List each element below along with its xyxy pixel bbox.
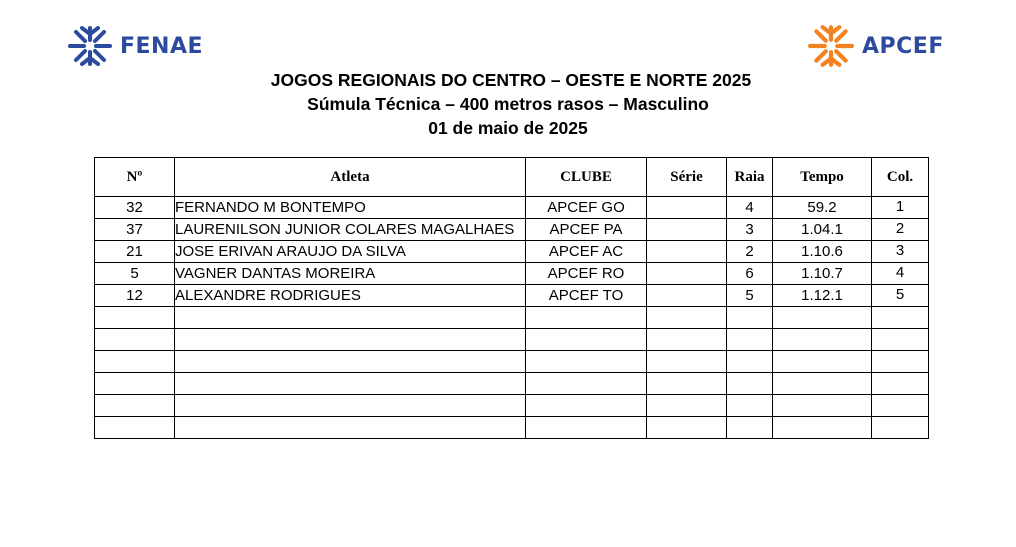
cell-place: 2: [872, 219, 929, 241]
table-row: [95, 307, 929, 329]
table-row: [95, 285, 929, 307]
cell-time: [773, 351, 872, 373]
cell-time: 59.2: [773, 197, 872, 219]
cell-lane: [727, 417, 773, 439]
table-row: [95, 197, 929, 219]
cell-club: [526, 307, 647, 329]
cell-club: [526, 351, 647, 373]
cell-place: 1: [872, 197, 929, 219]
apcef-logo-text: APCEF: [862, 33, 944, 59]
cell-place: [872, 395, 929, 417]
cell-series: [647, 329, 727, 351]
cell-athlete: JOSE ERIVAN ARAUJO DA SILVA: [175, 241, 526, 263]
table-row: [95, 219, 929, 241]
cell-time: [773, 373, 872, 395]
cell-time: 1.10.6: [773, 241, 872, 263]
cell-lane: 6: [727, 263, 773, 285]
cell-series: [647, 197, 727, 219]
cell-place: [872, 307, 929, 329]
table-row: [95, 373, 929, 395]
cell-lane: [727, 373, 773, 395]
cell-lane: [727, 351, 773, 373]
event-title: JOGOS REGIONAIS DO CENTRO – OESTE E NORTE 2025: [270, 70, 752, 90]
cell-lane: [727, 329, 773, 351]
apcef-logo: [808, 25, 944, 67]
cell-number: [95, 329, 175, 351]
cell-series: [647, 417, 727, 439]
column-header-place: Col.: [872, 158, 929, 197]
cell-number: [95, 373, 175, 395]
results-table: [94, 157, 929, 439]
document-header: [0, 68, 1016, 140]
cell-club: [526, 395, 647, 417]
cell-athlete: [175, 329, 526, 351]
table-row: [95, 395, 929, 417]
cell-athlete: [175, 351, 526, 373]
cell-club: APCEF AC: [526, 241, 647, 263]
cell-number: 21: [95, 241, 175, 263]
table-row: [95, 417, 929, 439]
event-subtitle: Súmula Técnica – 400 metros rasos – Masculino: [307, 94, 709, 114]
table-row: [95, 329, 929, 351]
cell-place: 4: [872, 263, 929, 285]
cell-club: [526, 373, 647, 395]
cell-lane: 5: [727, 285, 773, 307]
cell-athlete: [175, 373, 526, 395]
cell-athlete: LAURENILSON JUNIOR COLARES MAGALHAES: [175, 219, 526, 241]
table-row: [95, 263, 929, 285]
table-row: [95, 351, 929, 373]
cell-club: APCEF PA: [526, 219, 647, 241]
fenae-logo: [68, 26, 203, 66]
cell-series: [647, 285, 727, 307]
cell-lane: [727, 395, 773, 417]
table-header-row: [95, 158, 929, 197]
cell-lane: 4: [727, 197, 773, 219]
column-header-athlete: Atleta: [175, 158, 526, 197]
cell-athlete: FERNANDO M BONTEMPO: [175, 197, 526, 219]
cell-place: [872, 329, 929, 351]
cell-number: 32: [95, 197, 175, 219]
column-header-club: CLUBE: [526, 158, 647, 197]
snowflake-logo-icon: [808, 25, 854, 67]
column-header-series: Série: [647, 158, 727, 197]
cell-series: [647, 241, 727, 263]
column-header-number: Nº: [95, 158, 175, 197]
cell-place: [872, 417, 929, 439]
cell-number: 5: [95, 263, 175, 285]
cell-time: [773, 329, 872, 351]
cell-time: 1.04.1: [773, 219, 872, 241]
cell-series: [647, 351, 727, 373]
cell-number: 12: [95, 285, 175, 307]
cell-number: [95, 417, 175, 439]
column-header-time: Tempo: [773, 158, 872, 197]
cell-time: [773, 307, 872, 329]
cell-club: APCEF GO: [526, 197, 647, 219]
cell-time: [773, 417, 872, 439]
cell-place: [872, 373, 929, 395]
cell-number: [95, 351, 175, 373]
cell-number: [95, 395, 175, 417]
event-date: 01 de maio de 2025: [428, 118, 588, 138]
fenae-logo-text: FENAE: [120, 33, 204, 59]
cell-series: [647, 395, 727, 417]
cell-lane: [727, 307, 773, 329]
cell-time: 1.10.7: [773, 263, 872, 285]
table-row: [95, 241, 929, 263]
cell-series: [647, 307, 727, 329]
cell-athlete: [175, 307, 526, 329]
cell-club: [526, 329, 647, 351]
cell-athlete: VAGNER DANTAS MOREIRA: [175, 263, 526, 285]
cell-time: [773, 395, 872, 417]
cell-club: APCEF TO: [526, 285, 647, 307]
cell-club: APCEF RO: [526, 263, 647, 285]
cell-athlete: [175, 395, 526, 417]
cell-club: [526, 417, 647, 439]
cell-place: [872, 351, 929, 373]
column-header-lane: Raia: [727, 158, 773, 197]
cell-lane: 3: [727, 219, 773, 241]
cell-place: 3: [872, 241, 929, 263]
cell-place: 5: [872, 285, 929, 307]
cell-series: [647, 219, 727, 241]
cell-lane: 2: [727, 241, 773, 263]
snowflake-logo-icon: [68, 26, 112, 66]
cell-series: [647, 263, 727, 285]
cell-number: 37: [95, 219, 175, 241]
cell-number: [95, 307, 175, 329]
cell-athlete: [175, 417, 526, 439]
cell-time: 1.12.1: [773, 285, 872, 307]
cell-athlete: ALEXANDRE RODRIGUES: [175, 285, 526, 307]
cell-series: [647, 373, 727, 395]
